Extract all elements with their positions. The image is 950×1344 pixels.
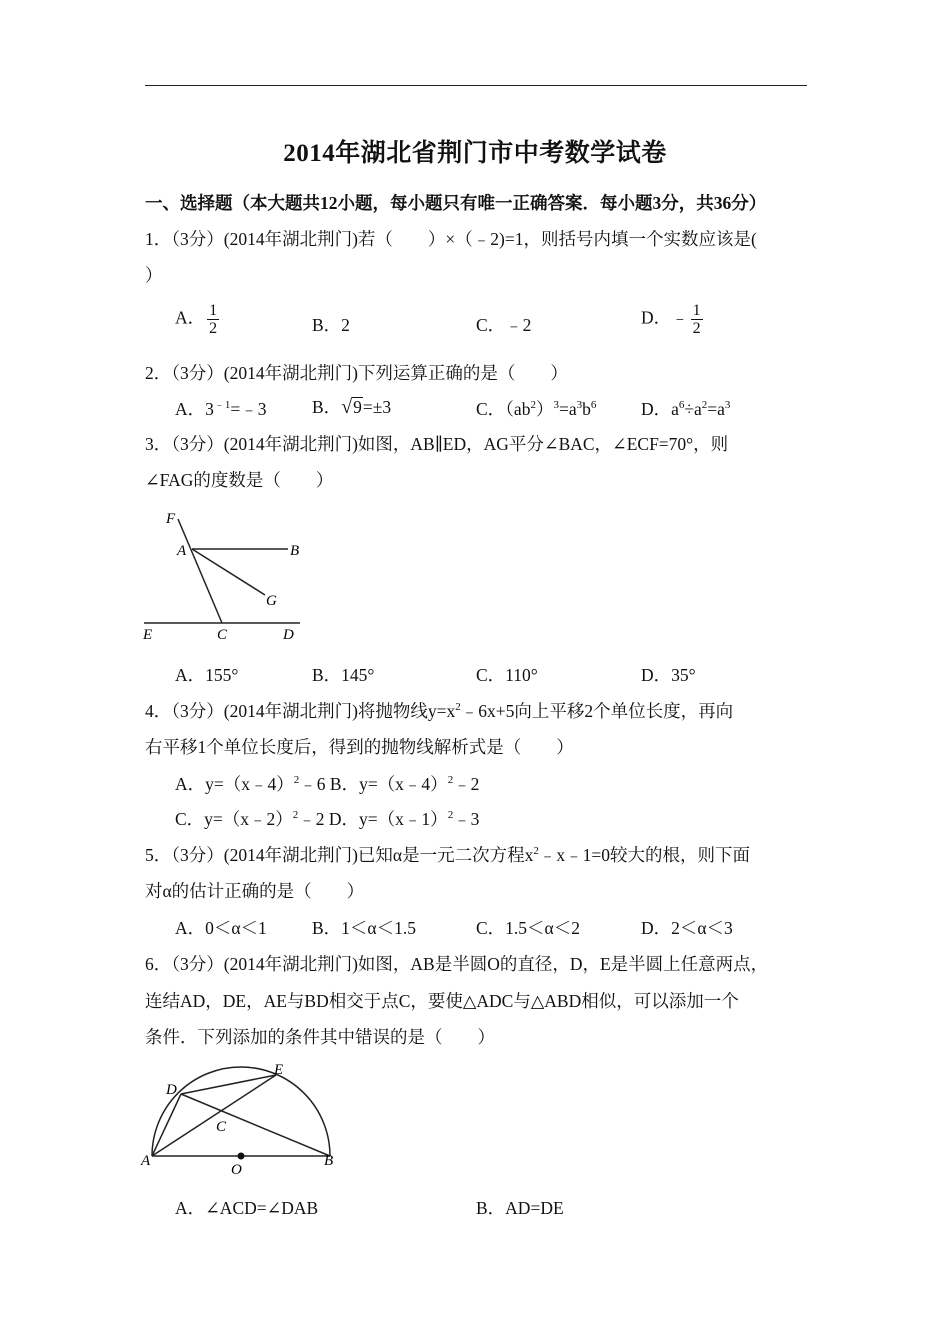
q2-line1: 2．（3分）(2014年湖北荆门)下列运算正确的是（ ） xyxy=(145,363,568,383)
q5-line2: 对α的估计正确的是（ ） xyxy=(145,881,365,901)
label-d: D xyxy=(166,1082,177,1098)
q6-line2: 连结AD，DE，AE与BD相交于点C，要使△ADC与△ABD相似，可以添加一个 xyxy=(145,991,739,1011)
q2-option-d xyxy=(641,396,730,421)
q2-c-prefix: C．（ab xyxy=(476,399,531,419)
q1-line2: ） xyxy=(145,265,163,285)
q1-option-a-fraction xyxy=(207,302,219,337)
exponent: 2 xyxy=(293,774,300,787)
q5-option-a: A．0＜α＜1 xyxy=(175,918,267,938)
q2-a-base: A．3 xyxy=(175,399,214,419)
label-e: E xyxy=(143,627,153,643)
q6-line1: 6．（3分）(2014年湖北荆门)如图，AB是半圆O的直径，D，E是半圆上任意两点， xyxy=(145,954,769,974)
label-d: D xyxy=(283,627,294,643)
label-o: O xyxy=(231,1162,242,1178)
q2-option-c xyxy=(476,396,596,421)
q1-option-d-fraction xyxy=(691,302,703,337)
exponent: 2 xyxy=(530,399,536,412)
q6-option-a: A．∠ACD=∠DAB xyxy=(175,1198,319,1218)
q5-line1 xyxy=(145,842,750,867)
exponent: 3 xyxy=(553,399,559,412)
q2-d-eq: =a xyxy=(707,399,725,419)
label-a: A xyxy=(141,1153,151,1169)
q5-option-b: B．1＜α＜1.5 xyxy=(312,918,416,938)
page-title: 2014年湖北省荆门市中考数学试卷 xyxy=(283,140,667,167)
q1-line1: 1．（3分）(2014年湖北荆门)若（ ）×（﹣2)=1，则括号内填一个实数应该是( xyxy=(145,229,757,249)
q4-c-post: ﹣2 D．y=（x﹣1） xyxy=(298,809,448,829)
q2-b-prefix: B． xyxy=(312,397,342,417)
exponent: 3 xyxy=(724,399,731,412)
q2-b-rest: =±3 xyxy=(362,397,392,417)
q3-line2: ∠FAG的度数是（ ） xyxy=(145,470,334,490)
q5-line1-pre: 5．（3分）(2014年湖北荆门)已知α是一元二次方程x xyxy=(145,845,534,865)
q1-option-d xyxy=(641,302,703,337)
line-bd xyxy=(181,1094,330,1156)
label-g: G xyxy=(266,593,277,609)
label-a: A xyxy=(177,543,187,559)
exponent: 2 xyxy=(455,701,461,714)
q4-a-pre: A．y=（x﹣4） xyxy=(175,774,294,794)
section-heading: 一、选择题（本大题共12小题，每小题只有唯一正确答案．每小题3分，共36分） xyxy=(145,193,767,213)
exponent: 6 xyxy=(590,399,597,412)
center-point-o xyxy=(238,1153,245,1160)
label-b: B xyxy=(324,1153,334,1169)
semicircle xyxy=(152,1067,330,1156)
exponent: 2 xyxy=(447,774,454,787)
q4-line1-post: ﹣6x+5向上平移2个单位长度，再向 xyxy=(460,701,734,721)
q2-a-exponent: ﹣1 xyxy=(213,399,231,412)
q6-figure xyxy=(138,1058,343,1178)
header-rule xyxy=(145,85,807,86)
q3-option-a: A．155° xyxy=(175,665,239,685)
q1-option-d-prefix: D．﹣ xyxy=(641,307,689,328)
q2-option-b xyxy=(312,394,391,419)
q6-option-b: B．AD=DE xyxy=(476,1198,564,1218)
q1-option-a xyxy=(175,302,219,337)
q2-d-mid: ÷a xyxy=(684,399,702,419)
fraction-numerator: 1 xyxy=(209,302,218,319)
q4-d-post: ﹣3 xyxy=(453,809,480,829)
label-f: F xyxy=(166,511,176,527)
q2-a-rest: =﹣3 xyxy=(230,399,267,419)
fraction-denominator: 2 xyxy=(209,320,218,337)
q5-line1-post: ﹣x﹣1=0较大的根，则下面 xyxy=(538,845,750,865)
line-ag xyxy=(192,549,265,595)
q5-option-c: C．1.5＜α＜2 xyxy=(476,918,580,938)
q2-c-mid: ） xyxy=(535,399,554,419)
fraction-denominator: 2 xyxy=(692,320,701,337)
q3-option-c: C．110° xyxy=(476,665,538,685)
q3-option-b: B．145° xyxy=(312,665,375,685)
q2-b-radicand: 9 xyxy=(353,397,362,417)
exponent: 3 xyxy=(576,399,583,412)
label-b: B xyxy=(290,543,300,559)
q4-options-ab xyxy=(175,771,479,796)
q4-line2: 右平移1个单位长度后，得到的抛物线解析式是（ ） xyxy=(145,737,574,757)
q2-c-b: b xyxy=(582,399,591,419)
exponent: 2 xyxy=(533,845,539,858)
q1-option-a-prefix: A． xyxy=(175,307,206,328)
label-e: E xyxy=(274,1062,284,1078)
q5-option-d: D．2＜α＜3 xyxy=(641,918,733,938)
q1-option-b: B．2 xyxy=(312,315,350,335)
q6-line3: 条件．下列添加的条件其中错误的是（ ） xyxy=(145,1027,495,1047)
label-c: C xyxy=(217,627,228,643)
q2-option-a xyxy=(175,396,267,421)
q2-d-prefix: D．a xyxy=(641,399,679,419)
q2-c-eq: =a xyxy=(558,399,577,419)
exponent: 2 xyxy=(292,809,299,822)
label-c: C xyxy=(216,1119,227,1135)
exponent: 2 xyxy=(701,399,708,412)
q3-line1: 3．（3分）(2014年湖北荆门)如图，AB∥ED，AG平分∠BAC，∠ECF=70°，则 xyxy=(145,434,729,454)
q3-figure xyxy=(140,505,310,645)
q4-line1 xyxy=(145,698,733,723)
fraction-numerator: 1 xyxy=(692,302,701,319)
q3-option-d: D．35° xyxy=(641,665,696,685)
exponent: 6 xyxy=(678,399,685,412)
q4-a-post: ﹣6 B．y=（x﹣4） xyxy=(299,774,448,794)
q4-options-cd xyxy=(175,806,479,831)
q4-b-post: ﹣2 xyxy=(453,774,480,794)
sqrt-symbol: √ 9 xyxy=(341,396,362,418)
q4-line1-pre: 4．（3分）(2014年湖北荆门)将抛物线y=x xyxy=(145,701,456,721)
exponent: 2 xyxy=(447,809,454,822)
q1-option-c: C．﹣2 xyxy=(476,315,532,335)
q4-c-pre: C．y=（x﹣2） xyxy=(175,809,293,829)
line-fc xyxy=(178,519,222,623)
